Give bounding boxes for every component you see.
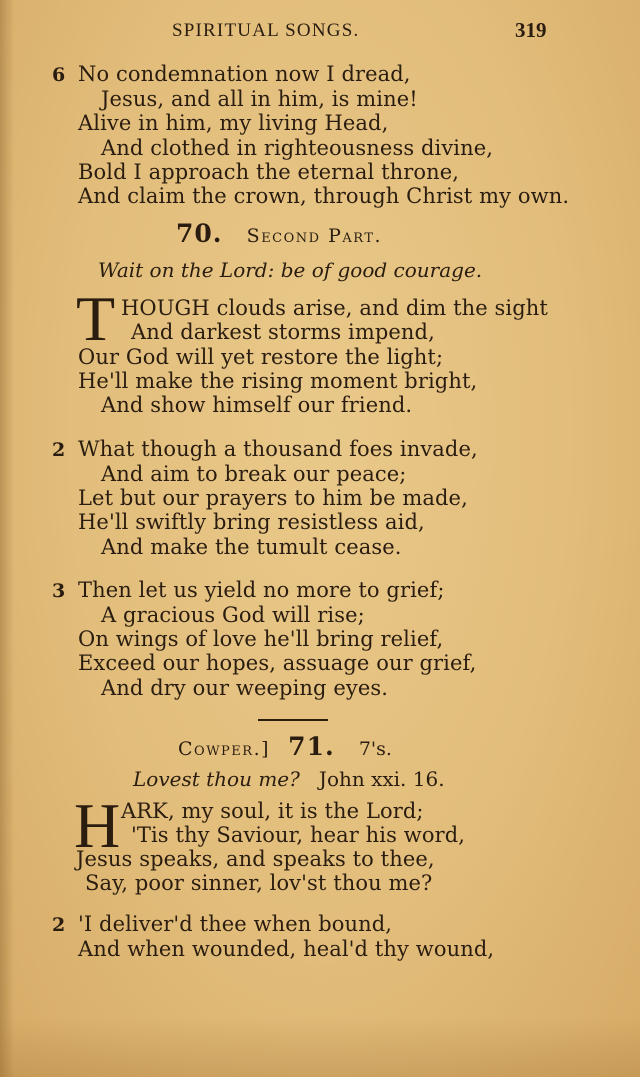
verse-line: And clothed in righteousness divine, — [101, 136, 494, 160]
verse-number: 6 — [52, 64, 66, 86]
verse-line: And claim the crown, through Christ my own. — [78, 184, 570, 208]
verse-line: ARK, my soul, it is the Lord; — [121, 799, 424, 823]
verse-line: No condemnation now I dread, — [78, 62, 411, 86]
verse-line: And when wounded, heal'd thy wound, — [78, 937, 495, 961]
verse-line: On wings of love he'll bring relief, — [78, 627, 444, 651]
hymn-meter: 7's. — [358, 738, 392, 760]
verse-line: And make the tumult cease. — [101, 535, 402, 559]
verse-line: Jesus, and all in him, is mine! — [101, 87, 418, 111]
verse-line: Exceed our hopes, assuage our grief, — [78, 651, 477, 675]
verse-line: Alive in him, my living Head, — [78, 111, 389, 135]
hymn-part-label: Second Part. — [246, 225, 383, 247]
verse-line: He'll make the rising moment bright, — [78, 369, 478, 393]
verse-line: And aim to break our peace; — [101, 462, 407, 486]
verse-line: HOUGH clouds arise, and dim the sight — [121, 296, 548, 320]
verse-line: What though a thousand foes invade, — [78, 437, 478, 461]
verse-line: 'Tis thy Saviour, hear his word, — [131, 823, 466, 847]
page-number: 319 — [515, 18, 547, 42]
hymn-author: Cowper.] — [178, 738, 271, 760]
verse-number: 2 — [52, 914, 66, 936]
verse-line: A gracious God will rise; — [101, 603, 365, 627]
hymn-number: 70. — [176, 219, 223, 248]
verse-line: Bold I approach the eternal throne, — [78, 160, 460, 184]
verse-line: Jesus speaks, and speaks to thee, — [76, 847, 435, 871]
hymn-heading — [176, 219, 383, 248]
verse-line: And show himself our friend. — [101, 393, 413, 417]
verse-line: Then let us yield no more to grief; — [78, 578, 445, 602]
verse-line: And darkest storms impend, — [131, 320, 435, 344]
verse-number: 2 — [52, 439, 66, 461]
verse-line: Say, poor sinner, lov'st thou me? — [85, 871, 433, 895]
hymn-motto-text: Lovest thou me? — [133, 767, 300, 791]
verse-line: Let but our prayers to him be made, — [78, 486, 468, 510]
hymn-heading — [178, 732, 392, 761]
section-divider — [258, 719, 328, 721]
hymn-motto-reference: John xxi. 16. — [318, 767, 445, 791]
hymn-motto: Wait on the Lord: be of good courage. — [98, 258, 483, 282]
hymn-motto — [133, 767, 445, 791]
verse-number: 3 — [52, 580, 66, 602]
drop-cap: H — [74, 790, 121, 861]
drop-cap: T — [76, 283, 116, 354]
verse-line: And dry our weeping eyes. — [101, 676, 389, 700]
verse-line: He'll swiftly bring resistless aid, — [78, 510, 425, 534]
hymn-number: 71. — [288, 732, 335, 761]
verse-line: 'I deliver'd thee when bound, — [78, 912, 393, 936]
running-header-title: SPIRITUAL SONGS. — [172, 20, 360, 41]
verse-line: Our God will yet restore the light; — [78, 345, 444, 369]
